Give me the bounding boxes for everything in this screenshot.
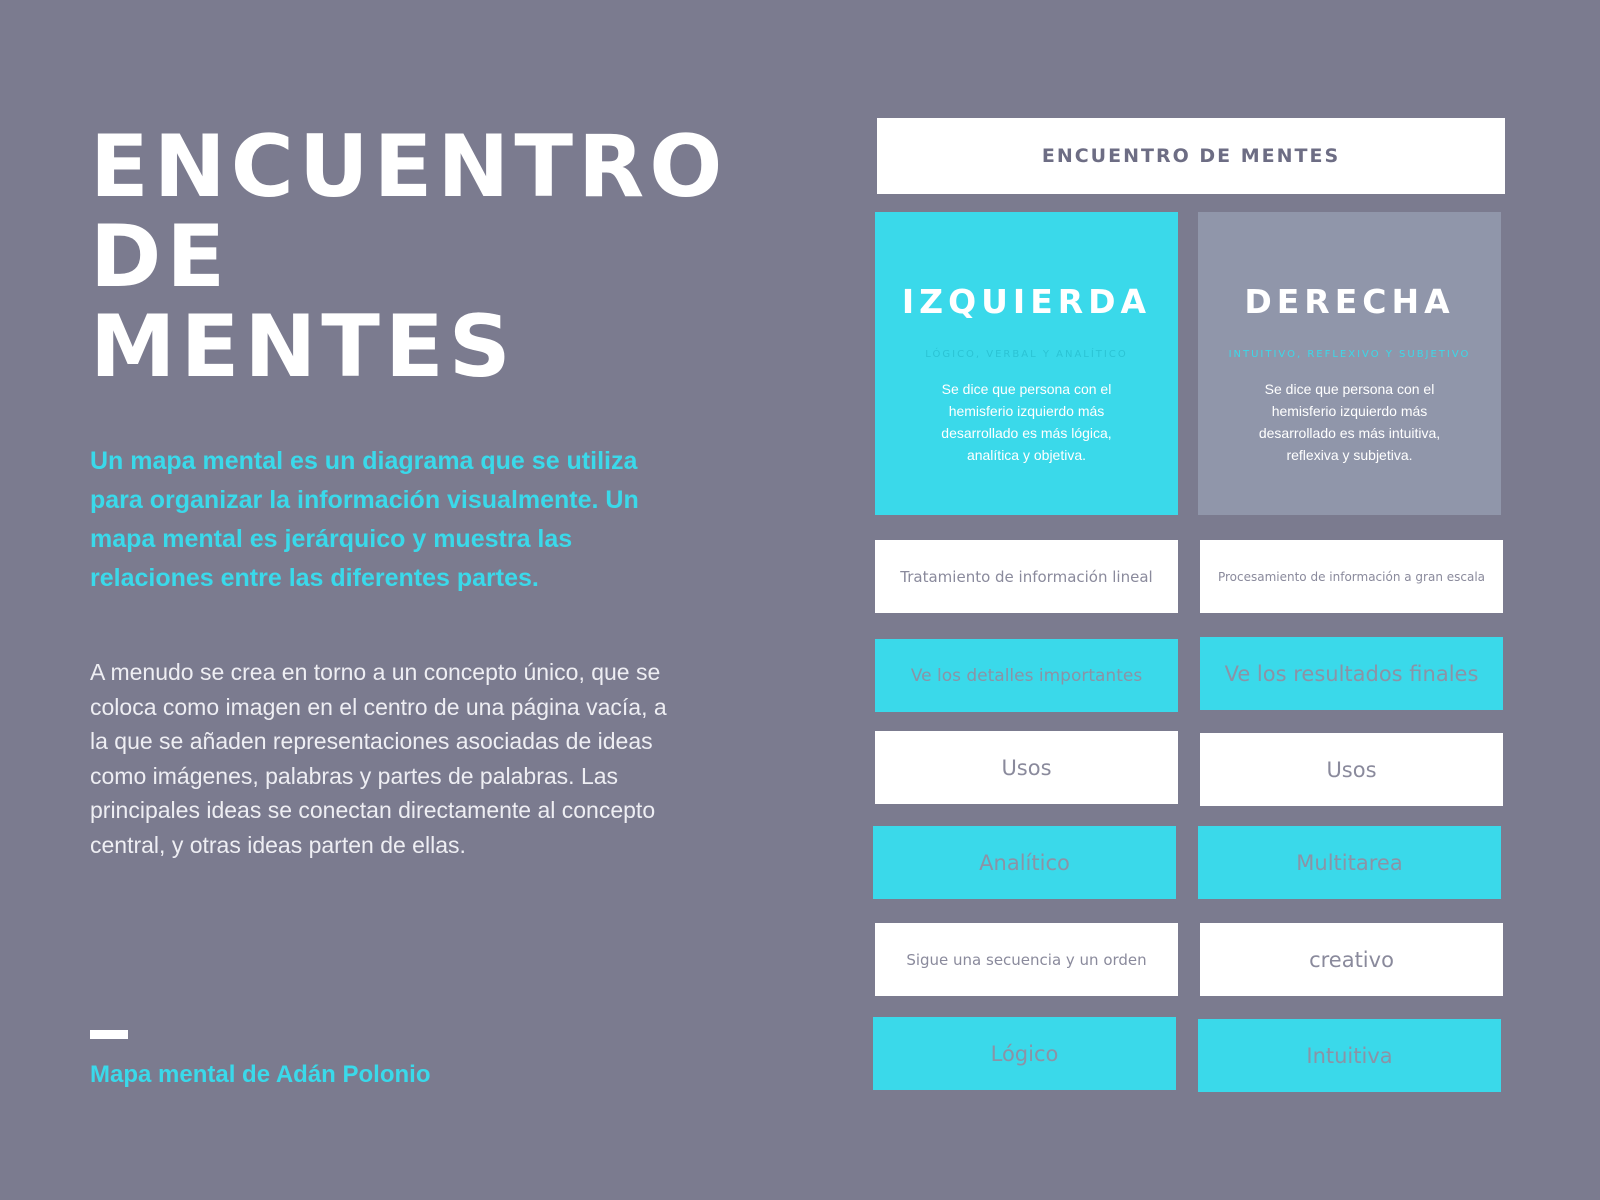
right-item-3-label: Usos (1326, 757, 1377, 782)
right-item-5 (1200, 923, 1503, 996)
left-item-1 (875, 540, 1178, 613)
left-hemisphere-panel (875, 212, 1178, 515)
left-item-2 (875, 639, 1178, 712)
right-item-5-label: creativo (1309, 947, 1394, 972)
right-item-4-label: Multitarea (1296, 850, 1403, 875)
right-item-6-label: Intuitiva (1306, 1043, 1393, 1068)
page-title (90, 117, 790, 397)
left-item-2-label: Ve los detalles importantes (910, 665, 1143, 686)
left-panel-subtitle: LÓGICO, VERBAL Y ANALÍTICO (925, 349, 1128, 360)
left-item-3 (875, 731, 1178, 804)
divider-dash (90, 1030, 128, 1039)
right-item-6 (1198, 1019, 1501, 1092)
right-panel-description: Se dice que persona con el hemisferio izquierdo más desarrollado es más intuitiva, reflexiva y subjetiva. (1258, 381, 1441, 463)
title-line-3: MENTES (90, 297, 516, 397)
title-line-2: DE (90, 207, 231, 307)
body-paragraph: A menudo se crea en torno a un concepto único, que se coloca como imagen en el centro de una página vacía, a la que se añaden representaciones asociadas de ideas como imágenes, palabras y partes de palabras. Las principales ideas se conectan directamente al concepto central, y otras ideas parten de ellas. (90, 659, 667, 858)
left-item-6 (873, 1017, 1176, 1090)
left-item-6-label: Lógico (990, 1041, 1059, 1066)
title-line-1: ENCUENTRO (90, 117, 728, 217)
right-item-3 (1200, 733, 1503, 806)
left-item-4-label: Analítico (979, 850, 1070, 875)
left-item-1-label: Tratamiento de información lineal (900, 567, 1153, 586)
right-item-1-label: Procesamiento de información a gran escala (1217, 569, 1486, 584)
left-item-4 (873, 826, 1176, 899)
intro-paragraph: Un mapa mental es un diagrama que se utiliza para organizar la información visualmente. Un mapa mental es jerárquico y muestra las relaciones entre las diferentes partes. (90, 447, 639, 592)
left-item-3-label: Usos (1001, 755, 1052, 780)
right-hemisphere-panel (1198, 212, 1501, 515)
left-panel-description: Se dice que persona con el hemisferio izquierdo más desarrollado es más lógica, analítica y objetiva. (941, 381, 1112, 463)
diagram-header-text: ENCUENTRO DE MENTES (1041, 145, 1341, 167)
left-item-5 (875, 923, 1178, 996)
right-item-2-label: Ve los resultados finales (1224, 661, 1479, 686)
right-item-2 (1200, 637, 1503, 710)
right-item-1 (1200, 540, 1503, 613)
credit-text: Mapa mental de Adán Polonio (90, 1061, 431, 1088)
right-item-4 (1198, 826, 1501, 899)
right-panel-subtitle: INTUITIVO, REFLEXIVO Y SUBJETIVO (1228, 349, 1471, 360)
left-item-5-label: Sigue una secuencia y un orden (906, 950, 1147, 969)
left-panel-title: IZQUIERDA (901, 282, 1152, 321)
right-panel-title: DERECHA (1244, 282, 1455, 321)
diagram-header (877, 118, 1505, 194)
